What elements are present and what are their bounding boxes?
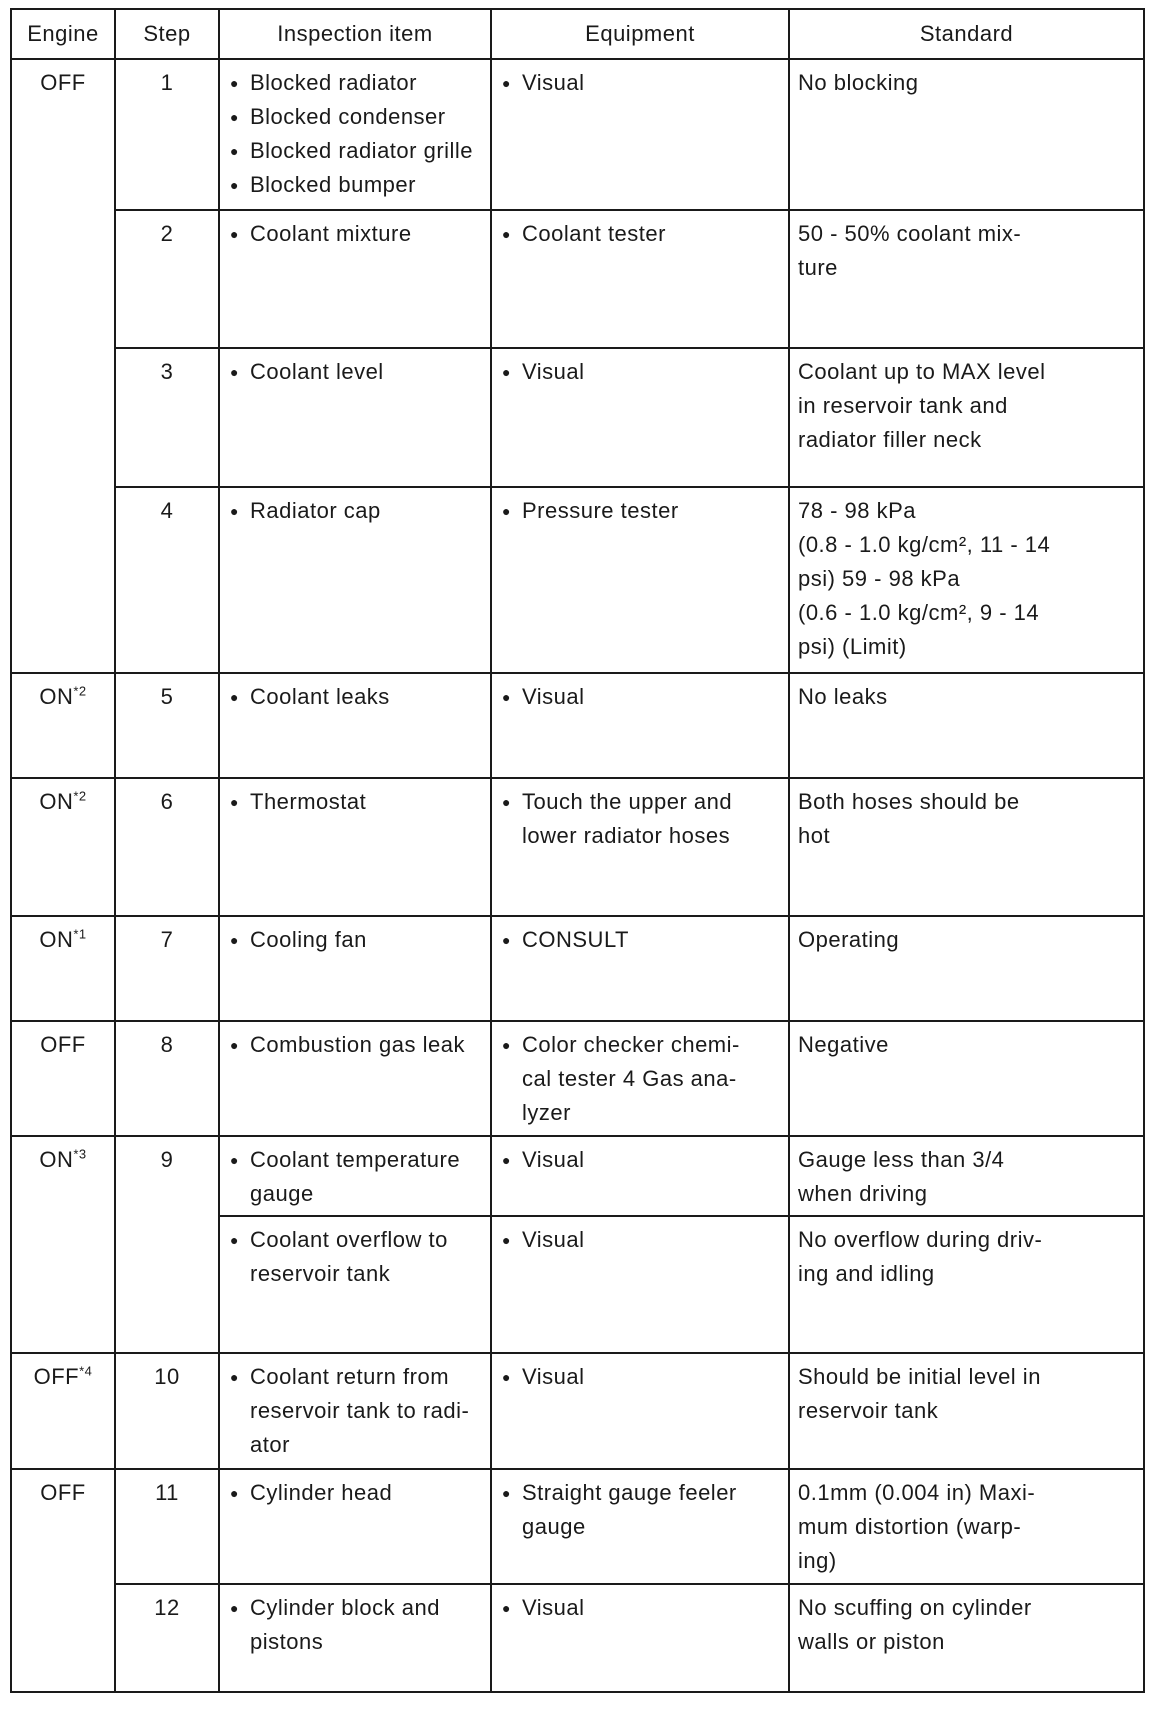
equipment-cell: ● Pressure tester	[491, 487, 789, 674]
step-cell: 12	[115, 1584, 219, 1692]
engine-cell: OFF	[11, 1021, 115, 1136]
header-engine: Engine	[11, 9, 115, 59]
standard-cell: No scuffing on cylinder walls or piston	[789, 1584, 1144, 1692]
list-item: ● Blocked radiator grille	[228, 134, 482, 168]
table-row	[11, 778, 1144, 916]
inspection-item-cell: ● Cylinder block and pistons	[219, 1584, 491, 1692]
table-row	[11, 210, 1144, 348]
standard-cell: Coolant up to MAX level in reservoir tank and radiator filler neck	[789, 348, 1144, 486]
table-row	[11, 59, 1144, 210]
engine-cell: OFF$^{*4}$	[11, 1353, 115, 1468]
inspection-item-cell: ● Thermostat	[219, 778, 491, 916]
table-row	[11, 1136, 1144, 1216]
step-cell: 11	[115, 1469, 219, 1584]
list-item: ● Blocked condenser	[228, 100, 482, 134]
standard-cell: Operating	[789, 916, 1144, 1021]
standard-cell: Should be initial level in reservoir tank	[789, 1353, 1144, 1468]
standard-cell: 0.1mm (0.004 in) Maxi- mum distortion (warp- ing)	[789, 1469, 1144, 1584]
engine-cell: ON$^{*1}$	[11, 916, 115, 1021]
list-item: ● Blocked radiator	[228, 66, 482, 100]
step-cell: 10	[115, 1353, 219, 1468]
table-row	[11, 1353, 1144, 1468]
engine-cell: OFF	[11, 1469, 115, 1692]
inspection-item-cell: ● Cooling fan	[219, 916, 491, 1021]
step-cell: 2	[115, 210, 219, 348]
engine-cell: OFF	[11, 59, 115, 673]
standard-cell: 78 - 98 kPa (0.8 - 1.0 kg/cm², 11 - 14 psi) 59 - 98 kPa (0.6 - 1.0 kg/cm², 9 - 14 psi) (Limit)	[789, 487, 1144, 674]
inspection-item-cell	[219, 59, 491, 210]
inspection-item-cell: ● Coolant return from reservoir tank to radi- ator	[219, 1353, 491, 1468]
table-row	[11, 1584, 1144, 1692]
equipment-cell: ● Touch the upper and lower radiator hoses	[491, 778, 789, 916]
step-cell: 3	[115, 348, 219, 486]
header-row	[11, 9, 1144, 59]
equipment-cell: ● Visual	[491, 1216, 789, 1353]
inspection-item-cell: ● Coolant overflow to reservoir tank	[219, 1216, 491, 1353]
list-item: ● Blocked bumper	[228, 168, 482, 202]
equipment-cell: ● Visual	[491, 1353, 789, 1468]
header-equipment: Equipment	[491, 9, 789, 59]
step-cell: 1	[115, 59, 219, 210]
standard-cell: 50 - 50% coolant mix- ture	[789, 210, 1144, 348]
inspection-item-cell: ● Cylinder head	[219, 1469, 491, 1584]
step-cell: 7	[115, 916, 219, 1021]
inspection-item-cell: ● Coolant temperature gauge	[219, 1136, 491, 1216]
standard-cell: Negative	[789, 1021, 1144, 1136]
standard-cell: No leaks	[789, 673, 1144, 778]
equipment-cell: ● Straight gauge feeler gauge	[491, 1469, 789, 1584]
header-step: Step	[115, 9, 219, 59]
header-inspection-item: Inspection item	[219, 9, 491, 59]
inspection-table	[10, 8, 1145, 1693]
engine-cell: ON$^{*3}$	[11, 1136, 115, 1353]
inspection-item-cell: ● Radiator cap	[219, 487, 491, 674]
inspection-item-cell: ● Coolant level	[219, 348, 491, 486]
standard-cell: Both hoses should be hot	[789, 778, 1144, 916]
equipment-cell: ● Visual	[491, 673, 789, 778]
header-standard: Standard	[789, 9, 1144, 59]
equipment-cell: ● Color checker chemi- cal tester 4 Gas ana- lyzer	[491, 1021, 789, 1136]
equipment-cell: ● Coolant tester	[491, 210, 789, 348]
inspection-item-cell: ● Coolant mixture	[219, 210, 491, 348]
step-cell: 5	[115, 673, 219, 778]
equipment-cell: ● Visual	[491, 59, 789, 210]
table-row	[11, 1469, 1144, 1584]
engine-cell: ON$^{*2}$	[11, 778, 115, 916]
step-cell: 8	[115, 1021, 219, 1136]
equipment-cell: ● Visual	[491, 348, 789, 486]
table-row	[11, 348, 1144, 486]
table-row	[11, 673, 1144, 778]
step-cell: 6	[115, 778, 219, 916]
standard-cell: Gauge less than 3/4 when driving	[789, 1136, 1144, 1216]
step-cell: 4	[115, 487, 219, 674]
step-cell: 9	[115, 1136, 219, 1353]
standard-cell: No blocking	[789, 59, 1144, 210]
inspection-item-cell: ● Combustion gas leak	[219, 1021, 491, 1136]
equipment-cell: ● Visual	[491, 1136, 789, 1216]
table-row	[11, 487, 1144, 674]
table-row	[11, 1021, 1144, 1136]
inspection-item-cell: ● Coolant leaks	[219, 673, 491, 778]
standard-cell: No overflow during driv- ing and idling	[789, 1216, 1144, 1353]
engine-cell: ON$^{*2}$	[11, 673, 115, 778]
equipment-cell: ● Visual	[491, 1584, 789, 1692]
equipment-cell: ● CONSULT	[491, 916, 789, 1021]
table-row	[11, 916, 1144, 1021]
